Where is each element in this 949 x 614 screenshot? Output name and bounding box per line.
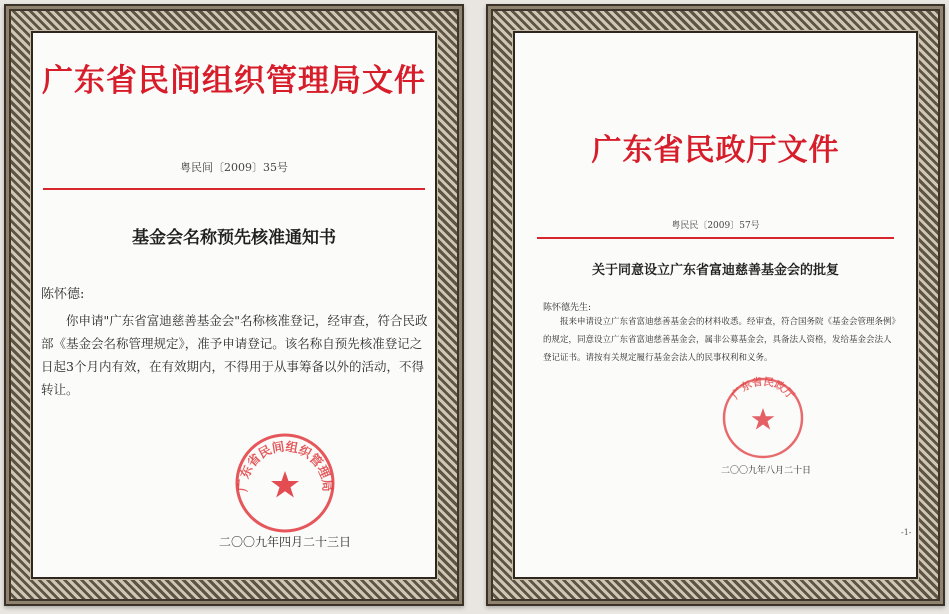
right-document-number: 粤民民〔2009〕57号 [671, 221, 760, 231]
left-document-header-title: 广东省民间组织管理局文件 [42, 63, 426, 99]
left-document-red-rule [43, 188, 425, 190]
right-seal-text: 广东省民政厅 [729, 376, 797, 402]
left-document-date: 二〇〇九年四月二十三日 [219, 535, 352, 549]
left-document-frame [4, 4, 464, 606]
left-document-paper [33, 33, 435, 577]
left-seal-text: 广东省民间组织管理局 [234, 438, 336, 493]
right-document-heading: 关于同意设立广东省富迪慈善基金会的批复 [591, 263, 839, 278]
right-document-body: 报来申请设立广东省富迪慈善基金会的材料收悉。经审查，符合国务院《基金会管理条例》的规定，同意设立广东省富迪慈善基金会，属非公募基金会，具备法人资格，发给基金会法人登记证书。请按有关规定履行基金会法人的民事权利和义务。 [543, 317, 896, 363]
right-document-page-number: -1- [901, 528, 912, 537]
left-document-salutation: 陈怀德: [41, 287, 85, 302]
right-document-frame [486, 4, 945, 606]
left-document-heading: 基金会名称预先核准通知书 [132, 228, 336, 248]
right-document-red-rule [537, 237, 894, 239]
left-document-body: 你申请"广东省富迪慈善基金会"名称核准登记，经审查，符合民政部《基金会名称管理规定》，准予申请登记。该名称自预先核准登记之日起3个月内有效，在有效期内，不得用于从事筹备以外的活动，不得转让。 [41, 313, 428, 397]
right-official-seal-icon [721, 376, 805, 460]
right-document-header-title: 广东省民政厅文件 [591, 133, 840, 168]
right-document-salutation: 陈怀德先生: [543, 303, 592, 313]
right-document-date: 二〇〇九年八月二十日 [721, 466, 812, 476]
right-document-paper [515, 33, 916, 577]
left-document-number: 粤民间〔2009〕35号 [180, 161, 288, 174]
left-official-seal-icon [233, 431, 337, 535]
